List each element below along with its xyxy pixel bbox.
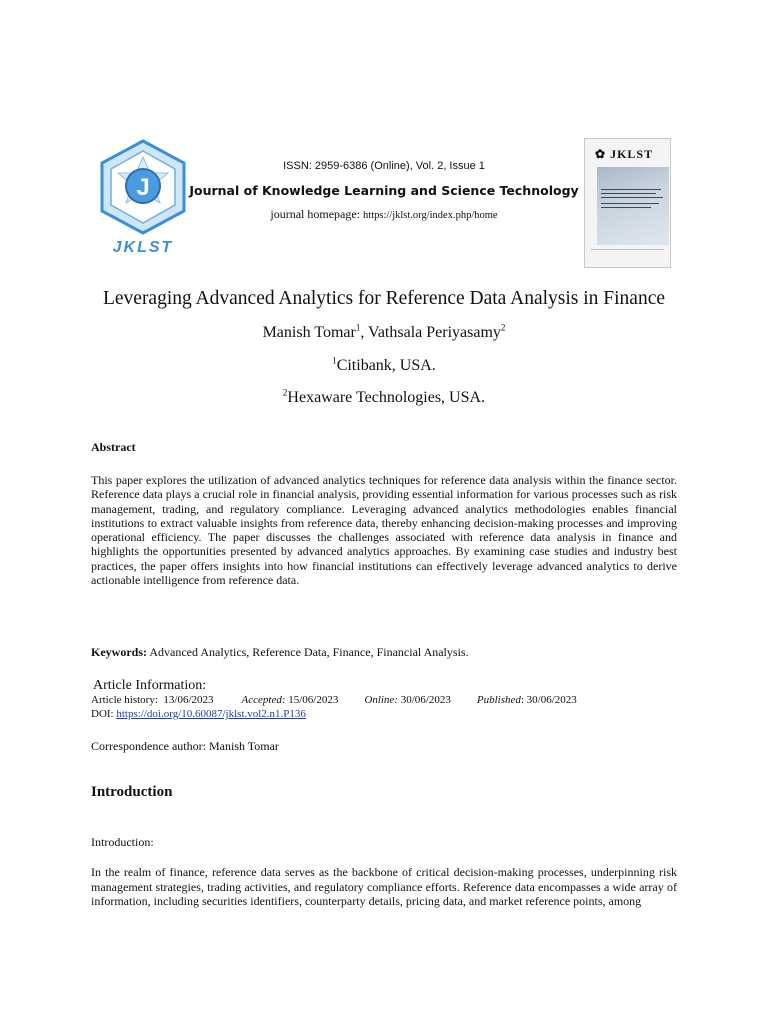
doi-label: DOI:	[91, 708, 117, 720]
online-date: 30/06/2023	[400, 694, 451, 706]
cover-footer	[591, 249, 664, 264]
homepage-label: journal homepage:	[270, 207, 361, 221]
introduction-heading: Introduction	[91, 784, 173, 800]
keywords	[91, 645, 469, 660]
author-affiliation-mark: 1	[355, 322, 361, 333]
online-label: Online:	[364, 694, 398, 706]
author-list	[0, 324, 768, 342]
author-separator: ,	[360, 324, 369, 341]
journal-title: Journal of Knowledge Learning and Science Technology	[189, 183, 579, 198]
author-name: Vathsala Periyasamy	[368, 324, 501, 341]
homepage-link[interactable]: https://jklst.org/index.php/home	[363, 210, 498, 221]
article-info-heading: Article Information:	[93, 678, 207, 693]
journal-cover-image	[584, 138, 671, 268]
affiliation-1: $^1$Citibank, USA.	[332, 355, 436, 374]
affiliation-2: $^2$Hexaware Technologies, USA.	[282, 387, 486, 406]
doi-link[interactable]: https://doi.org/10.60087/jklst.vol2.n1.P136	[116, 708, 306, 720]
keywords-label: Keywords:	[91, 645, 147, 659]
abstract-heading: Abstract	[91, 440, 136, 454]
cover-artwork	[597, 167, 669, 245]
correspondence-author: Correspondence author: Manish Tomar	[91, 739, 279, 753]
author-name: Manish Tomar	[262, 324, 356, 341]
history-label: Article history:	[91, 694, 158, 706]
accepted-date: 15/06/2023	[288, 694, 339, 706]
article-history	[91, 694, 577, 706]
journal-logo	[98, 139, 188, 257]
logo-letter: J	[136, 174, 150, 201]
published-label: Published	[476, 694, 521, 706]
history-date: 13/06/2023	[163, 694, 214, 706]
author-affiliation-mark: 2	[500, 322, 506, 333]
accepted-label: Accepted:	[241, 694, 286, 706]
doi-line	[91, 708, 306, 720]
paper-title: Leveraging Advanced Analytics for Reference Data Analysis in Finance	[102, 288, 666, 309]
issn-line: ISSN: 2959-6386 (Online), Vol. 2, Issue 1	[283, 160, 485, 172]
cover-brand: ✿ JKLST	[595, 147, 654, 161]
introduction-paragraph: In the realm of finance, reference data serves as the backbone of critical decision-making processes, underpinning risk management strategies, trading activities, and regulatory compliance efforts. Reference data encompasses a wide array of information, including securities identifiers, counterparty details, pricing data, and market reference points, among	[91, 865, 677, 908]
published-date: : 30/06/2023	[520, 694, 577, 706]
logo-text: JKLST	[112, 239, 174, 256]
abstract-text: This paper explores the utilization of advanced analytics techniques for reference data analysis within the finance sector. Reference data plays a crucial role in financial analysis, providing essential information for various processes such as risk management, trading, and regulatory compliance. Leveraging advanced analytics methodologies enables financial institutions to extract valuable insights from reference data, thereby enhancing decision-making processes and improving operational efficiency. The paper discusses the challenges associated with reference data analysis in finance and highlights the opportunities presented by advanced analytics approaches. By examining case studies and industry best practices, the paper offers insights into how financial institutions can effectively leverage advanced analytics to derive actionable intelligence from reference data.	[91, 473, 677, 588]
keywords-text: Advanced Analytics, Reference Data, Finance, Financial Analysis.	[147, 645, 469, 659]
introduction-subheading: Introduction:	[91, 835, 154, 849]
